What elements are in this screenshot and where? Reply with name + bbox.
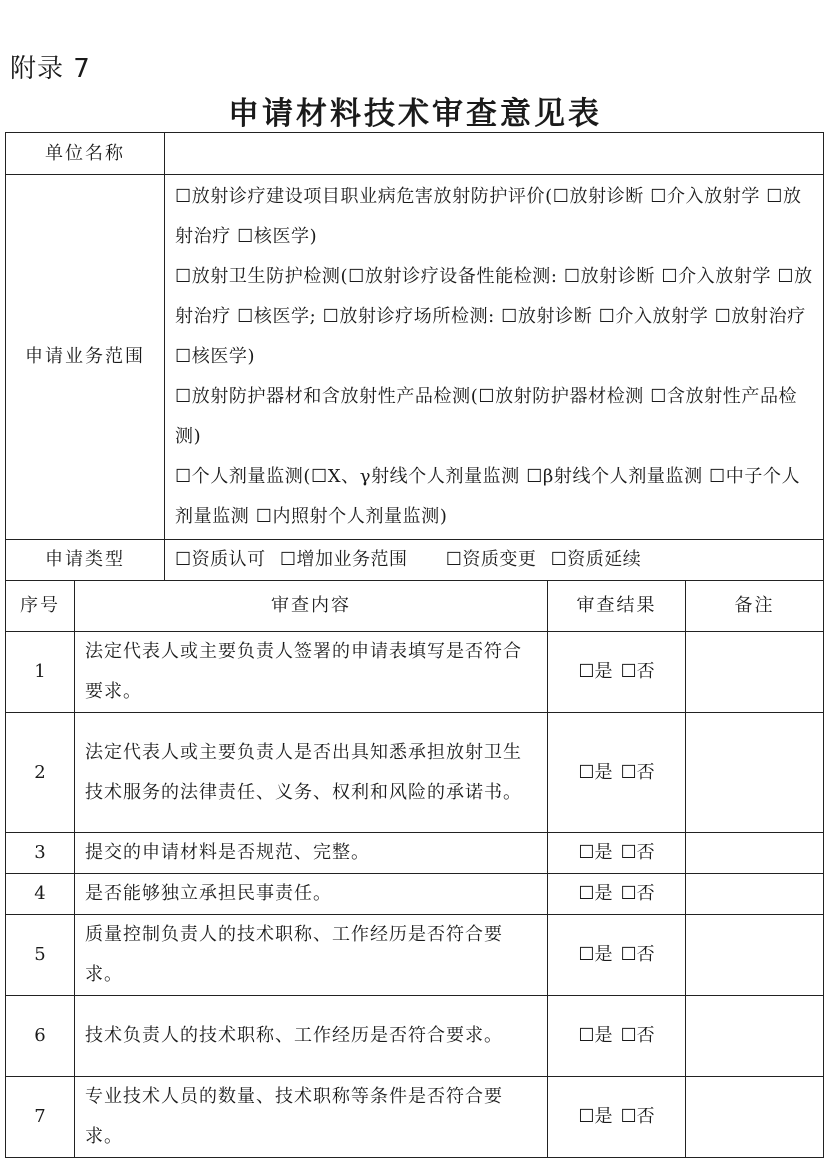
no-checkbox[interactable]: ☐否 — [620, 761, 655, 783]
type-row — [6, 540, 824, 581]
table-row — [6, 713, 824, 833]
row-result — [548, 1077, 686, 1158]
table-row — [6, 874, 824, 915]
yes-checkbox[interactable]: ☐是 — [578, 761, 613, 783]
row-remark[interactable] — [686, 1077, 824, 1158]
row-result — [548, 915, 686, 996]
table-row — [6, 996, 824, 1077]
row-number: 6 — [6, 996, 75, 1077]
type-options — [165, 540, 824, 581]
header-remark: 备注 — [686, 581, 824, 632]
no-checkbox[interactable]: ☐否 — [620, 661, 655, 682]
no-checkbox[interactable]: ☐否 — [620, 1106, 655, 1127]
type-option-extension[interactable]: ☐资质延续 — [550, 549, 642, 570]
row-remark[interactable] — [686, 915, 824, 996]
page-title: 申请材料技术审查意见表 — [228, 96, 602, 132]
row-content: 法定代表人或主要负责人是否出具知悉承担放射卫生技术服务的法律责任、义务、权利和风险的承诺书。 — [75, 713, 548, 833]
type-option-change[interactable]: ☐资质变更 — [445, 549, 537, 570]
table-row — [6, 915, 824, 996]
yes-checkbox[interactable]: ☐是 — [578, 842, 613, 863]
yes-checkbox[interactable]: ☐是 — [578, 661, 613, 682]
row-result — [548, 632, 686, 713]
table-header-row — [6, 581, 824, 632]
table-row — [6, 833, 824, 874]
row-content: 专业技术人员的数量、技术职称等条件是否符合要求。 — [75, 1077, 548, 1158]
row-number: 1 — [6, 632, 75, 713]
scope-option-evaluation[interactable]: ☐放射诊疗建设项目职业病危害放射防护评价(☐放射诊断 ☐介入放射学 ☐放射治疗 ☐核医学) — [175, 186, 802, 247]
row-result — [548, 996, 686, 1077]
scope-row — [6, 175, 824, 540]
row-number: 3 — [6, 833, 75, 874]
type-option-add-scope[interactable]: ☐增加业务范围 — [279, 549, 408, 570]
unit-name-label: 单位名称 — [6, 133, 165, 175]
row-content: 法定代表人或主要负责人签署的申请表填写是否符合要求。 — [75, 632, 548, 713]
header-result: 审查结果 — [548, 581, 686, 632]
no-checkbox[interactable]: ☐否 — [620, 1025, 655, 1046]
yes-checkbox[interactable]: ☐是 — [578, 883, 613, 904]
unit-name-row — [6, 133, 824, 175]
row-result — [548, 874, 686, 915]
scope-options[interactable] — [165, 175, 824, 540]
header-content: 审查内容 — [75, 581, 548, 632]
row-remark[interactable] — [686, 833, 824, 874]
unit-name-field[interactable] — [165, 133, 824, 175]
row-result — [548, 833, 686, 874]
scope-option-equipment-testing[interactable]: ☐放射防护器材和含放射性产品检测(☐放射防护器材检测 ☐含放射性产品检测) — [175, 386, 798, 447]
row-content: 质量控制负责人的技术职称、工作经历是否符合要求。 — [75, 915, 548, 996]
type-label: 申请类型 — [6, 540, 165, 581]
scope-option-dose-monitoring[interactable]: ☐个人剂量监测(☐X、γ射线个人剂量监测 ☐β射线个人剂量监测 ☐中子个人剂量监测 ☐内照射个人剂量监测) — [175, 466, 801, 527]
row-remark[interactable] — [686, 874, 824, 915]
row-remark[interactable] — [686, 996, 824, 1077]
row-remark[interactable] — [686, 713, 824, 833]
no-checkbox[interactable]: ☐否 — [620, 944, 655, 965]
yes-checkbox[interactable]: ☐是 — [578, 1106, 613, 1127]
row-number: 2 — [6, 713, 75, 833]
no-checkbox[interactable]: ☐否 — [620, 883, 655, 904]
row-result — [548, 713, 686, 833]
row-number: 5 — [6, 915, 75, 996]
row-content: 提交的申请材料是否规范、完整。 — [75, 833, 548, 874]
no-checkbox[interactable]: ☐否 — [620, 842, 655, 863]
row-number: 4 — [6, 874, 75, 915]
table-row — [6, 632, 824, 713]
review-form-table — [5, 132, 824, 1158]
yes-checkbox[interactable]: ☐是 — [578, 1025, 613, 1046]
row-content: 技术负责人的技术职称、工作经历是否符合要求。 — [75, 996, 548, 1077]
row-remark[interactable] — [686, 632, 824, 713]
header-no: 序号 — [6, 581, 75, 632]
table-row — [6, 1077, 824, 1158]
type-option-recognition[interactable]: ☐资质认可 — [175, 549, 266, 570]
row-content: 是否能够独立承担民事责任。 — [75, 874, 548, 915]
appendix-label: 附录 7 — [10, 54, 91, 84]
row-number: 7 — [6, 1077, 75, 1158]
scope-label: 申请业务范围 — [6, 175, 165, 540]
yes-checkbox[interactable]: ☐是 — [578, 944, 613, 965]
scope-option-protection-testing[interactable]: ☐放射卫生防护检测(☐放射诊疗设备性能检测: ☐放射诊断 ☐介入放射学 ☐放射治疗 ☐核医学; ☐放射诊疗场所检测: ☐放射诊断 ☐介入放射学 ☐放射治疗 ☐核医学) — [175, 266, 813, 367]
